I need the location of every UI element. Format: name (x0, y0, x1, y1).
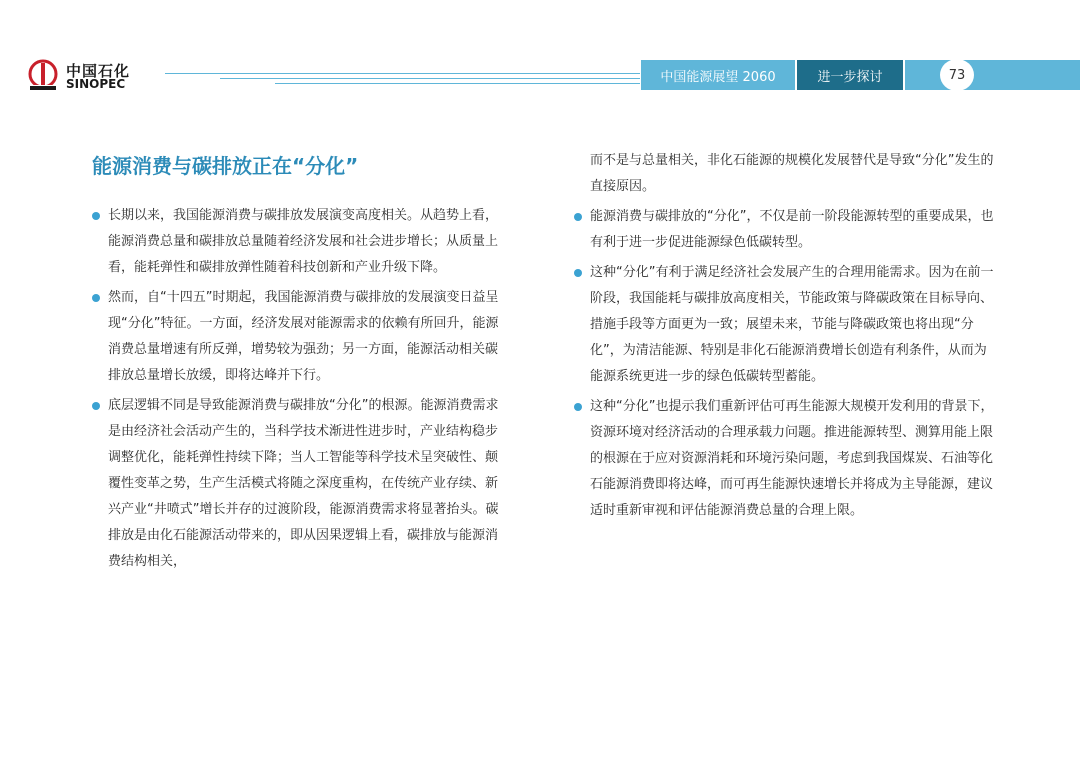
header-rule (165, 73, 640, 74)
left-column (92, 203, 510, 579)
section-heading: 能源消费与碳排放正在“分化” (92, 154, 359, 178)
page-number: 73 (940, 59, 974, 91)
bullet-dot-icon (92, 212, 100, 220)
bullet-item (574, 260, 994, 390)
report-title: 中国能源展望 2060 (641, 60, 795, 90)
section-label: 进一步探讨 (797, 60, 903, 90)
logo-english-name: SINOPEC (66, 77, 126, 91)
header-rule (275, 83, 640, 84)
bullet-dot-icon (574, 269, 582, 277)
bullet-text: 长期以来，我国能源消费与碳排放发展演变高度相关。从趋势上看，能源消费总量和碳排放总量随着经济发展和社会进步增长；从质量上看，能耗弹性和碳排放弹性随着科技创新和产业升级下降。 (108, 208, 499, 275)
sinopec-logo (26, 58, 131, 92)
continuation-text: 而不是与总量相关，非化石能源的规模化发展替代是导致“分化”发生的直接原因。 (590, 153, 994, 194)
bullet-dot-icon (574, 213, 582, 221)
bullet-item (92, 393, 510, 575)
bullet-item (574, 204, 994, 256)
bullet-text: 然而，自“十四五”时期起，我国能源消费与碳排放的发展演变日益呈现“分化”特征。一方面，经济发展对能源需求的依赖有所回升，能源消费总量增速有所反弹，增势较为强劲；另一方面，能源活动相关碳排放总量增长放缓，即将达峰并下行。 (108, 290, 499, 383)
logo-chinese-name: 中国石化 (66, 62, 131, 80)
bullet-item (92, 285, 510, 389)
bullet-text: 能源消费与碳排放的“分化”，不仅是前一阶段能源转型的重要成果，也有利于进一步促进能源绿色低碳转型。 (590, 209, 994, 250)
bullet-text: 底层逻辑不同是导致能源消费与碳排放“分化”的根源。能源消费需求是由经济社会活动产生的，当科学技术渐进性进步时，产业结构稳步调整优化，能耗弹性持续下降；当人工智能等科学技术呈突破性、颠覆性变革之势，生产生活模式将随之深度重构，在传统产业存续、新兴产业“井喷式”增长并存的过渡阶段，能源消费需求将显著抬头。碳排放是由化石能源活动带来的，即从因果逻辑上看，碳排放与能源消费结构相关， (108, 398, 499, 569)
right-column (574, 148, 994, 528)
sinopec-emblem-icon (26, 58, 60, 92)
bullet-dot-icon (92, 402, 100, 410)
bullet-item (574, 394, 994, 524)
header-rule (220, 78, 640, 79)
bullet-text: 这种“分化”有利于满足经济社会发展产生的合理用能需求。因为在前一阶段，我国能耗与碳排放高度相关，节能政策与降碳政策在目标导向、措施手段等方面更为一致；展望未来，节能与降碳政策也将出现“分化”，为清洁能源、特别是非化石能源消费增长创造有利条件，从而为能源系统更进一步的绿色低碳转型蓄能。 (590, 265, 994, 384)
bullet-text: 这种“分化”也提示我们重新评估可再生能源大规模开发利用的背景下，资源环境对经济活动的合理承载力问题。推进能源转型、测算用能上限的根源在于应对资源消耗和环境污染问题，考虑到我国煤炭、石油等化石能源消费即将达峰，而可再生能源快速增长并将成为主导能源，建议适时重新审视和评估能源消费总量的合理上限。 (590, 399, 994, 518)
header-bar (905, 60, 1080, 90)
bullet-dot-icon (574, 403, 582, 411)
bullet-item (92, 203, 510, 281)
bullet-dot-icon (92, 294, 100, 302)
